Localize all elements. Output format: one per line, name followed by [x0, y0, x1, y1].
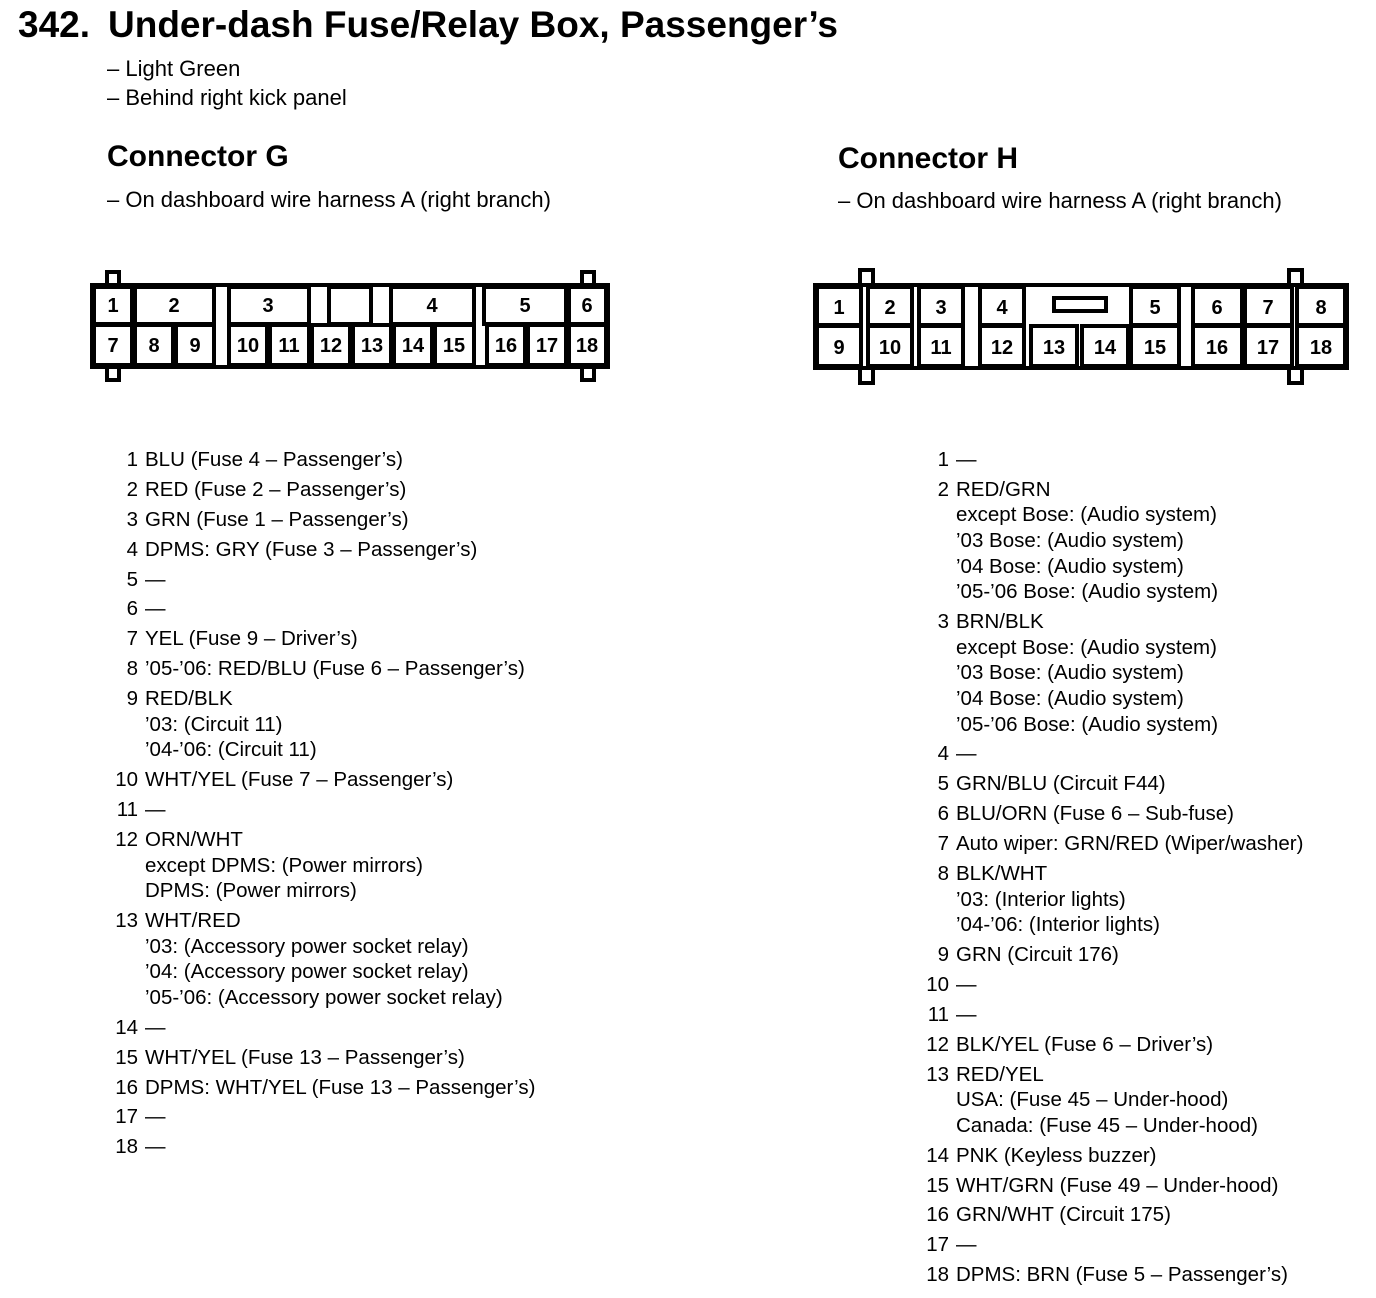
pin-entry — [927, 1002, 1303, 1028]
pin-number: 17 — [115, 1105, 138, 1129]
pin-circuit: ’03 Bose: (Audio system) — [956, 661, 1184, 685]
pin-number: 10 — [926, 972, 949, 996]
pin-label: 1 — [107, 295, 119, 317]
pin-label: 6 — [1211, 297, 1223, 319]
pin-wire: RED/YEL — [956, 1062, 1044, 1086]
pin-entry — [937, 861, 1303, 938]
pin-number: 18 — [115, 1135, 138, 1159]
pin-wire: GRN/BLU (Circuit F44) — [956, 772, 1166, 796]
pin-entry — [115, 1015, 535, 1041]
pin-wire: GRN/WHT (Circuit 175) — [956, 1203, 1171, 1227]
pin-wire: WHT/YEL (Fuse 13 – Passenger’s) — [145, 1045, 465, 1069]
pin-wire: ’05-’06: RED/BLU (Fuse 6 – Passenger’s) — [145, 657, 525, 681]
pin-wire: RED/GRN — [956, 477, 1051, 501]
pin-number: 13 — [926, 1062, 949, 1086]
pin-wire: — — [145, 567, 166, 591]
pin-circuit: Canada: (Fuse 45 – Under-hood) — [956, 1113, 1258, 1137]
pin-wire: PNK (Keyless buzzer) — [956, 1143, 1157, 1167]
pin-label: 1 — [833, 297, 845, 319]
pin-number: 6 — [937, 802, 949, 826]
pin-entry — [926, 972, 1303, 998]
pin-entry — [937, 771, 1303, 797]
pin-number: 8 — [937, 861, 949, 885]
connector-g-subtitle: – On dashboard wire harness A (right branch) — [107, 187, 551, 212]
pin-circuit: ’04 Bose: (Audio system) — [956, 554, 1184, 578]
pin-wire: RED (Fuse 2 – Passenger’s) — [145, 477, 407, 501]
pin-entry — [937, 741, 1303, 767]
pin-number: 4 — [937, 742, 949, 766]
pin-label: 3 — [262, 295, 274, 317]
pin-label: 2 — [884, 297, 896, 319]
pin-wire: GRN (Circuit 176) — [956, 943, 1119, 967]
pin-number: 18 — [926, 1263, 949, 1287]
pin-circuit: ’04-’06: (Interior lights) — [956, 913, 1160, 937]
pin-label: 7 — [107, 335, 119, 357]
pin-wire: — — [145, 597, 166, 621]
pin-label: 14 — [1093, 337, 1117, 359]
pin-circuit: except Bose: (Audio system) — [956, 635, 1217, 659]
pin-wire: BLK/YEL (Fuse 6 – Driver’s) — [956, 1032, 1214, 1056]
pin-wire: DPMS: GRY (Fuse 3 – Passenger’s) — [145, 537, 478, 561]
pin-circuit: DPMS: (Power mirrors) — [145, 879, 357, 903]
pin-number: 11 — [927, 1002, 949, 1026]
pin-label: 17 — [535, 335, 559, 357]
pin-circuit: ’03: (Accessory power socket relay) — [145, 934, 469, 958]
pin-wire: BLU/ORN (Fuse 6 – Sub-fuse) — [956, 802, 1234, 826]
pin-wire: GRN (Fuse 1 – Passenger’s) — [145, 507, 409, 531]
pin-wire: — — [145, 1015, 166, 1039]
pin-entry — [926, 1062, 1303, 1139]
connector-h-title: Connector H — [838, 142, 1018, 175]
pin-number: 6 — [126, 597, 138, 621]
pin-wire: BLU (Fuse 4 – Passenger’s) — [145, 448, 403, 471]
pin-label: 10 — [878, 337, 902, 359]
pin-label: 12 — [990, 337, 1014, 359]
pin-entry — [937, 942, 1303, 968]
box-color: – Light Green — [107, 56, 241, 81]
pin-label: 12 — [319, 335, 343, 357]
pin-label: 13 — [360, 335, 384, 357]
connector-h-diagram — [808, 266, 1356, 388]
pin-entry — [926, 1173, 1303, 1199]
pin-label: 4 — [426, 295, 438, 317]
pin-label: 5 — [519, 295, 531, 317]
pin-number: 16 — [926, 1203, 949, 1227]
pin-number: 4 — [126, 537, 138, 561]
pin-label: 18 — [1309, 337, 1333, 359]
pin-label: 3 — [935, 297, 947, 319]
pin-label: 14 — [401, 335, 425, 357]
pin-wire: — — [956, 972, 977, 996]
pin-entry — [115, 1104, 535, 1130]
pin-entry — [116, 797, 535, 823]
connector-g-diagram — [85, 266, 615, 386]
pin-number: 15 — [115, 1045, 138, 1069]
pin-label: 9 — [189, 335, 201, 357]
pin-wire: — — [956, 742, 977, 766]
pin-entry — [126, 537, 535, 563]
pin-circuit: USA: (Fuse 45 – Under-hood) — [956, 1088, 1229, 1112]
pin-number: 2 — [937, 477, 949, 501]
pin-number: 11 — [116, 798, 138, 822]
pin-entry — [926, 1202, 1303, 1228]
pin-label: 16 — [494, 335, 518, 357]
pin-entry — [115, 1045, 535, 1071]
pin-circuit: except DPMS: (Power mirrors) — [145, 853, 423, 877]
pin-number: 5 — [126, 567, 138, 591]
pin-number: 13 — [115, 909, 138, 933]
pin-number: 9 — [126, 687, 138, 711]
pin-wire: ORN/WHT — [145, 827, 243, 851]
pin-wire: DPMS: WHT/YEL (Fuse 13 – Passenger’s) — [145, 1075, 536, 1099]
pin-circuit: ’05-’06: (Accessory power socket relay) — [145, 985, 503, 1009]
pin-wire: WHT/RED — [145, 909, 241, 933]
pin-number: 14 — [926, 1143, 949, 1167]
pin-number: 14 — [115, 1015, 138, 1039]
pin-number: 16 — [115, 1075, 138, 1099]
pin-number: 17 — [926, 1233, 949, 1257]
pin-entry — [126, 656, 535, 682]
pin-entry — [115, 767, 535, 793]
pin-entry — [126, 626, 535, 652]
pin-label: 15 — [442, 335, 466, 357]
pin-wire: — — [145, 1105, 166, 1129]
pin-wire: YEL (Fuse 9 – Driver’s) — [145, 627, 358, 651]
pin-label: 2 — [168, 295, 180, 317]
pin-wire: BRN/BLK — [956, 610, 1044, 634]
pin-number: 8 — [126, 657, 138, 681]
pin-wire: — — [956, 1233, 977, 1257]
pin-number: 5 — [937, 772, 949, 796]
pin-entry — [115, 1134, 535, 1160]
pin-wire: — — [145, 1135, 166, 1159]
pin-circuit: ’04-’06: (Circuit 11) — [145, 738, 317, 762]
pin-label: 17 — [1256, 337, 1280, 359]
pin-entry — [937, 609, 1303, 737]
pin-label: 7 — [1262, 297, 1274, 319]
pin-label: 16 — [1205, 337, 1229, 359]
pin-wire: — — [956, 448, 977, 471]
connector-h-subtitle: – On dashboard wire harness A (right branch) — [838, 188, 1282, 213]
pin-number: 7 — [126, 627, 138, 651]
pin-entry — [926, 1232, 1303, 1258]
pin-number: 10 — [115, 768, 138, 792]
section-number: 342. — [18, 4, 91, 45]
pin-label: 18 — [575, 335, 599, 357]
pin-label: 15 — [1143, 337, 1167, 359]
pin-circuit: ’03: (Circuit 11) — [145, 712, 283, 736]
pin-number: 12 — [926, 1032, 949, 1056]
pin-number: 3 — [937, 610, 949, 634]
pin-circuit: ’03: (Interior lights) — [956, 887, 1126, 911]
pin-entry — [926, 1262, 1303, 1288]
pin-label: 5 — [1149, 297, 1161, 319]
pin-number: 9 — [937, 943, 949, 967]
pin-number: 1 — [937, 448, 949, 471]
pin-wire: WHT/YEL (Fuse 7 – Passenger’s) — [145, 768, 454, 792]
pin-label: 13 — [1042, 337, 1066, 359]
pin-number: 15 — [926, 1173, 949, 1197]
pin-entry — [937, 477, 1303, 605]
pin-wire: — — [145, 798, 166, 822]
pin-entry — [926, 1032, 1303, 1058]
connector-g-pin-list — [115, 447, 536, 1164]
pin-circuit: ’05-’06 Bose: (Audio system) — [956, 712, 1219, 736]
pin-wire: — — [956, 1002, 977, 1026]
pin-label: 6 — [581, 295, 593, 317]
pin-label: 8 — [148, 335, 160, 357]
pin-label: 9 — [833, 337, 845, 359]
page-title — [18, 4, 838, 46]
pin-wire: BLK/WHT — [956, 861, 1048, 885]
pin-entry — [937, 831, 1304, 857]
pin-entry — [126, 507, 535, 533]
box-location: – Behind right kick panel — [107, 85, 347, 110]
pin-entry — [926, 1143, 1303, 1169]
pin-wire: DPMS: BRN (Fuse 5 – Passenger’s) — [956, 1263, 1288, 1287]
pin-circuit: ’03 Bose: (Audio system) — [956, 529, 1184, 553]
connector-h-pin-list — [926, 447, 1304, 1292]
pin-circuit: except Bose: (Audio system) — [956, 503, 1217, 527]
pin-entry — [115, 1075, 536, 1101]
pin-circuit: ’04: (Accessory power socket relay) — [145, 960, 469, 984]
pin-label: 10 — [236, 335, 260, 357]
pin-entry — [126, 447, 535, 473]
pin-label: 11 — [930, 337, 952, 359]
pin-label: 11 — [278, 335, 300, 357]
pin-wire: Auto wiper: GRN/RED (Wiper/washer) — [956, 832, 1304, 856]
pin-entry — [126, 686, 535, 763]
pin-label: 8 — [1315, 297, 1327, 319]
pin-circuit: ’05-’06 Bose: (Audio system) — [956, 580, 1219, 604]
pin-entry — [115, 908, 535, 1010]
pin-entry — [126, 567, 535, 593]
section-title: Under-dash Fuse/Relay Box, Passenger’s — [108, 4, 838, 45]
pin-entry — [937, 447, 1303, 473]
pin-circuit: ’04 Bose: (Audio system) — [956, 686, 1184, 710]
pin-number: 2 — [126, 477, 138, 501]
pin-number: 7 — [937, 832, 949, 856]
pin-number: 1 — [126, 448, 138, 471]
pin-wire: WHT/GRN (Fuse 49 – Under-hood) — [956, 1173, 1279, 1197]
pin-entry — [126, 477, 535, 503]
pin-number: 12 — [115, 827, 138, 851]
pin-label: 4 — [996, 297, 1008, 319]
pin-entry — [126, 596, 535, 622]
pin-wire: RED/BLK — [145, 687, 233, 711]
pin-number: 3 — [126, 507, 138, 531]
connector-g-title: Connector G — [107, 140, 289, 173]
pin-entry — [115, 827, 535, 904]
pin-entry — [937, 801, 1303, 827]
